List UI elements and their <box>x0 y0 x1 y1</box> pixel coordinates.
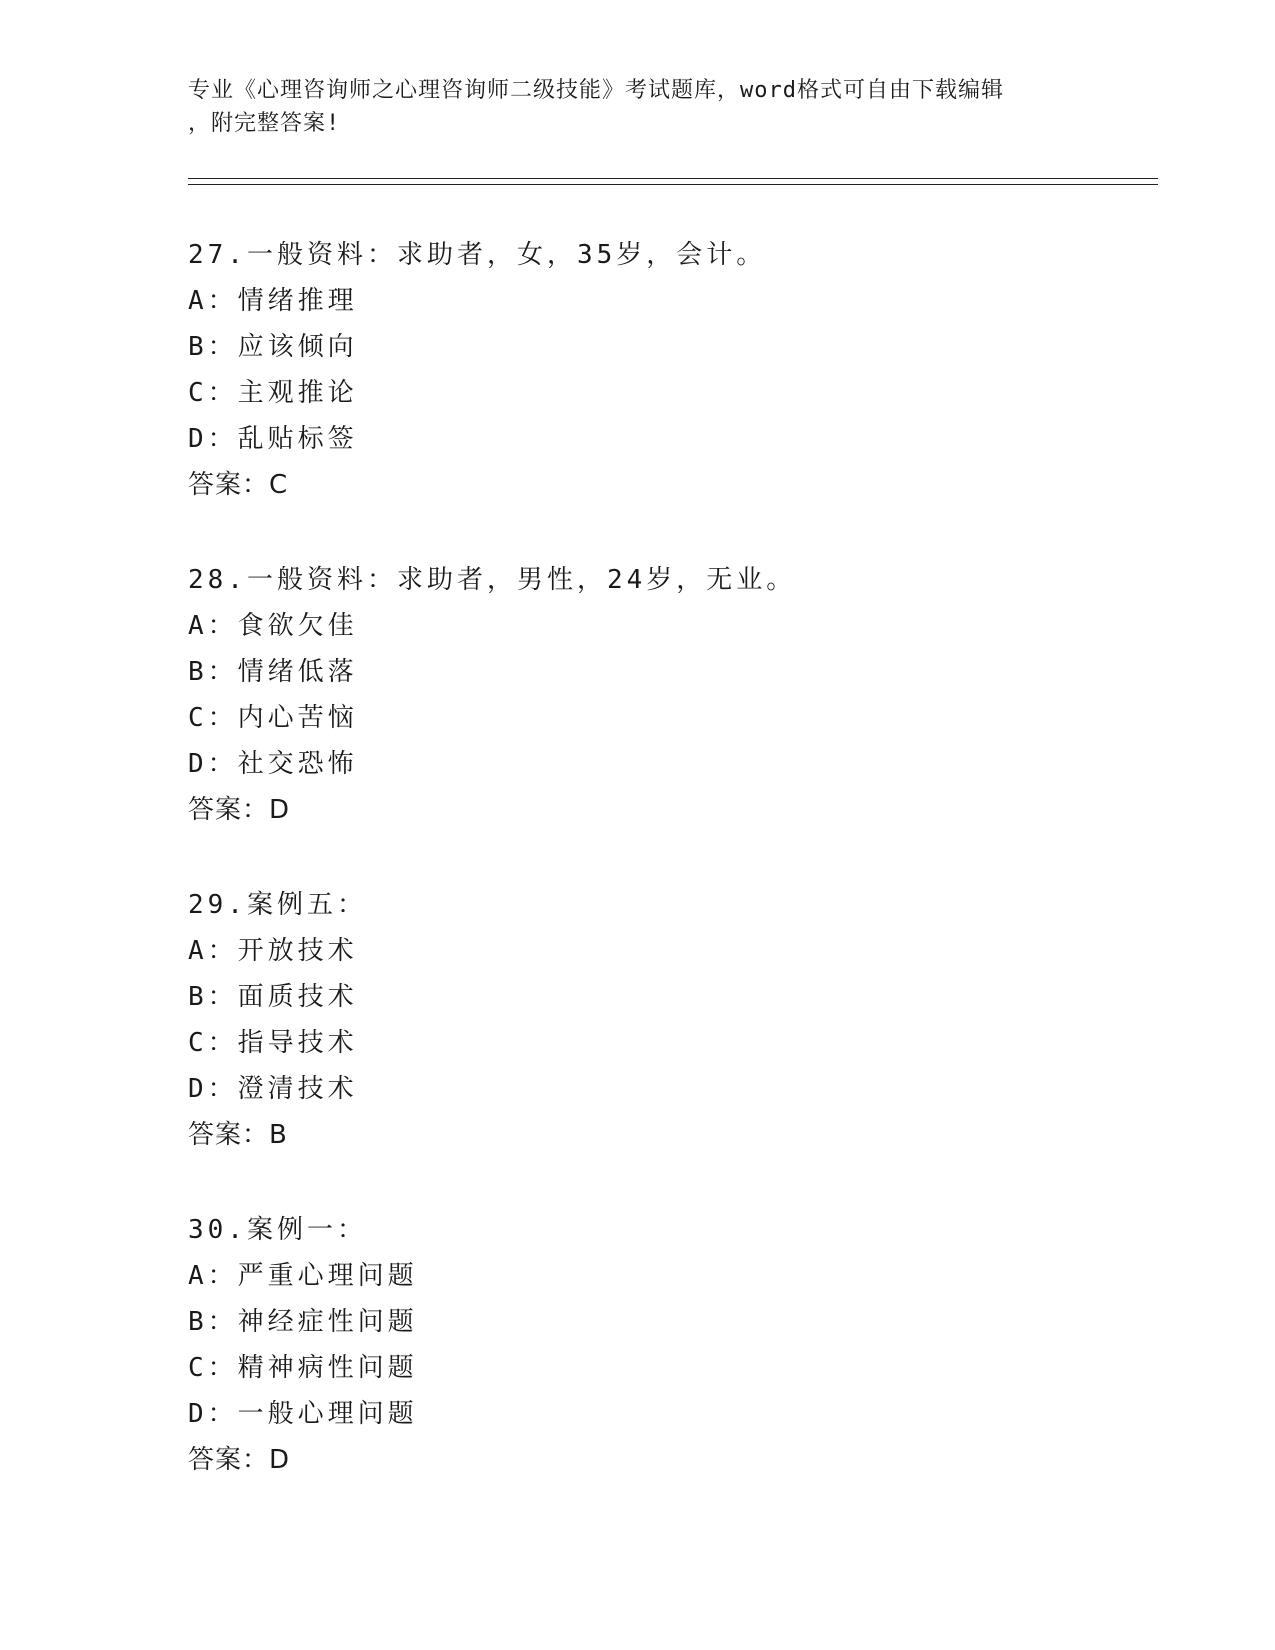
header-line-1: 专业《心理咨询师之心理咨询师二级技能》考试题库，word格式可自由下载编辑 <box>188 78 1004 103</box>
option-c: C：内心苦恼 <box>188 703 358 733</box>
question-stem: 28.一般资料：求助者，男性，24岁，无业。 <box>188 565 797 595</box>
option-b: B：情绪低落 <box>188 657 358 687</box>
question-block-28 <box>188 557 1168 833</box>
option-c: C：主观推论 <box>188 378 358 408</box>
option-d: D：一般心理问题 <box>188 1399 418 1429</box>
option-a: A：食欲欠佳 <box>188 611 358 641</box>
option-a: A：严重心理问题 <box>188 1261 418 1291</box>
option-c: C：指导技术 <box>188 1028 358 1058</box>
answer-label: 答案：C <box>188 470 289 500</box>
option-b: B：神经症性问题 <box>188 1307 418 1337</box>
option-b: B：应该倾向 <box>188 332 358 362</box>
answer-label: 答案：B <box>188 1120 288 1150</box>
question-block-29 <box>188 882 1168 1158</box>
document-header <box>188 74 1088 140</box>
question-stem: 30.案例一： <box>188 1215 367 1245</box>
question-stem: 27.一般资料：求助者，女，35岁，会计。 <box>188 240 767 270</box>
option-b: B：面质技术 <box>188 982 358 1012</box>
option-c: C：精神病性问题 <box>188 1353 418 1383</box>
option-d: D：澄清技术 <box>188 1074 358 1104</box>
option-d: D：乱贴标签 <box>188 424 358 454</box>
question-block-27 <box>188 232 1168 508</box>
header-divider-bottom <box>188 184 1158 185</box>
header-line-2: ，附完整答案! <box>188 111 341 136</box>
question-stem: 29.案例五： <box>188 890 367 920</box>
answer-label: 答案：D <box>188 1445 291 1475</box>
question-block-30 <box>188 1207 1168 1483</box>
option-d: D：社交恐怖 <box>188 749 358 779</box>
option-a: A：开放技术 <box>188 936 358 966</box>
header-divider-top <box>188 178 1158 179</box>
option-a: A：情绪推理 <box>188 286 358 316</box>
answer-label: 答案：D <box>188 795 291 825</box>
